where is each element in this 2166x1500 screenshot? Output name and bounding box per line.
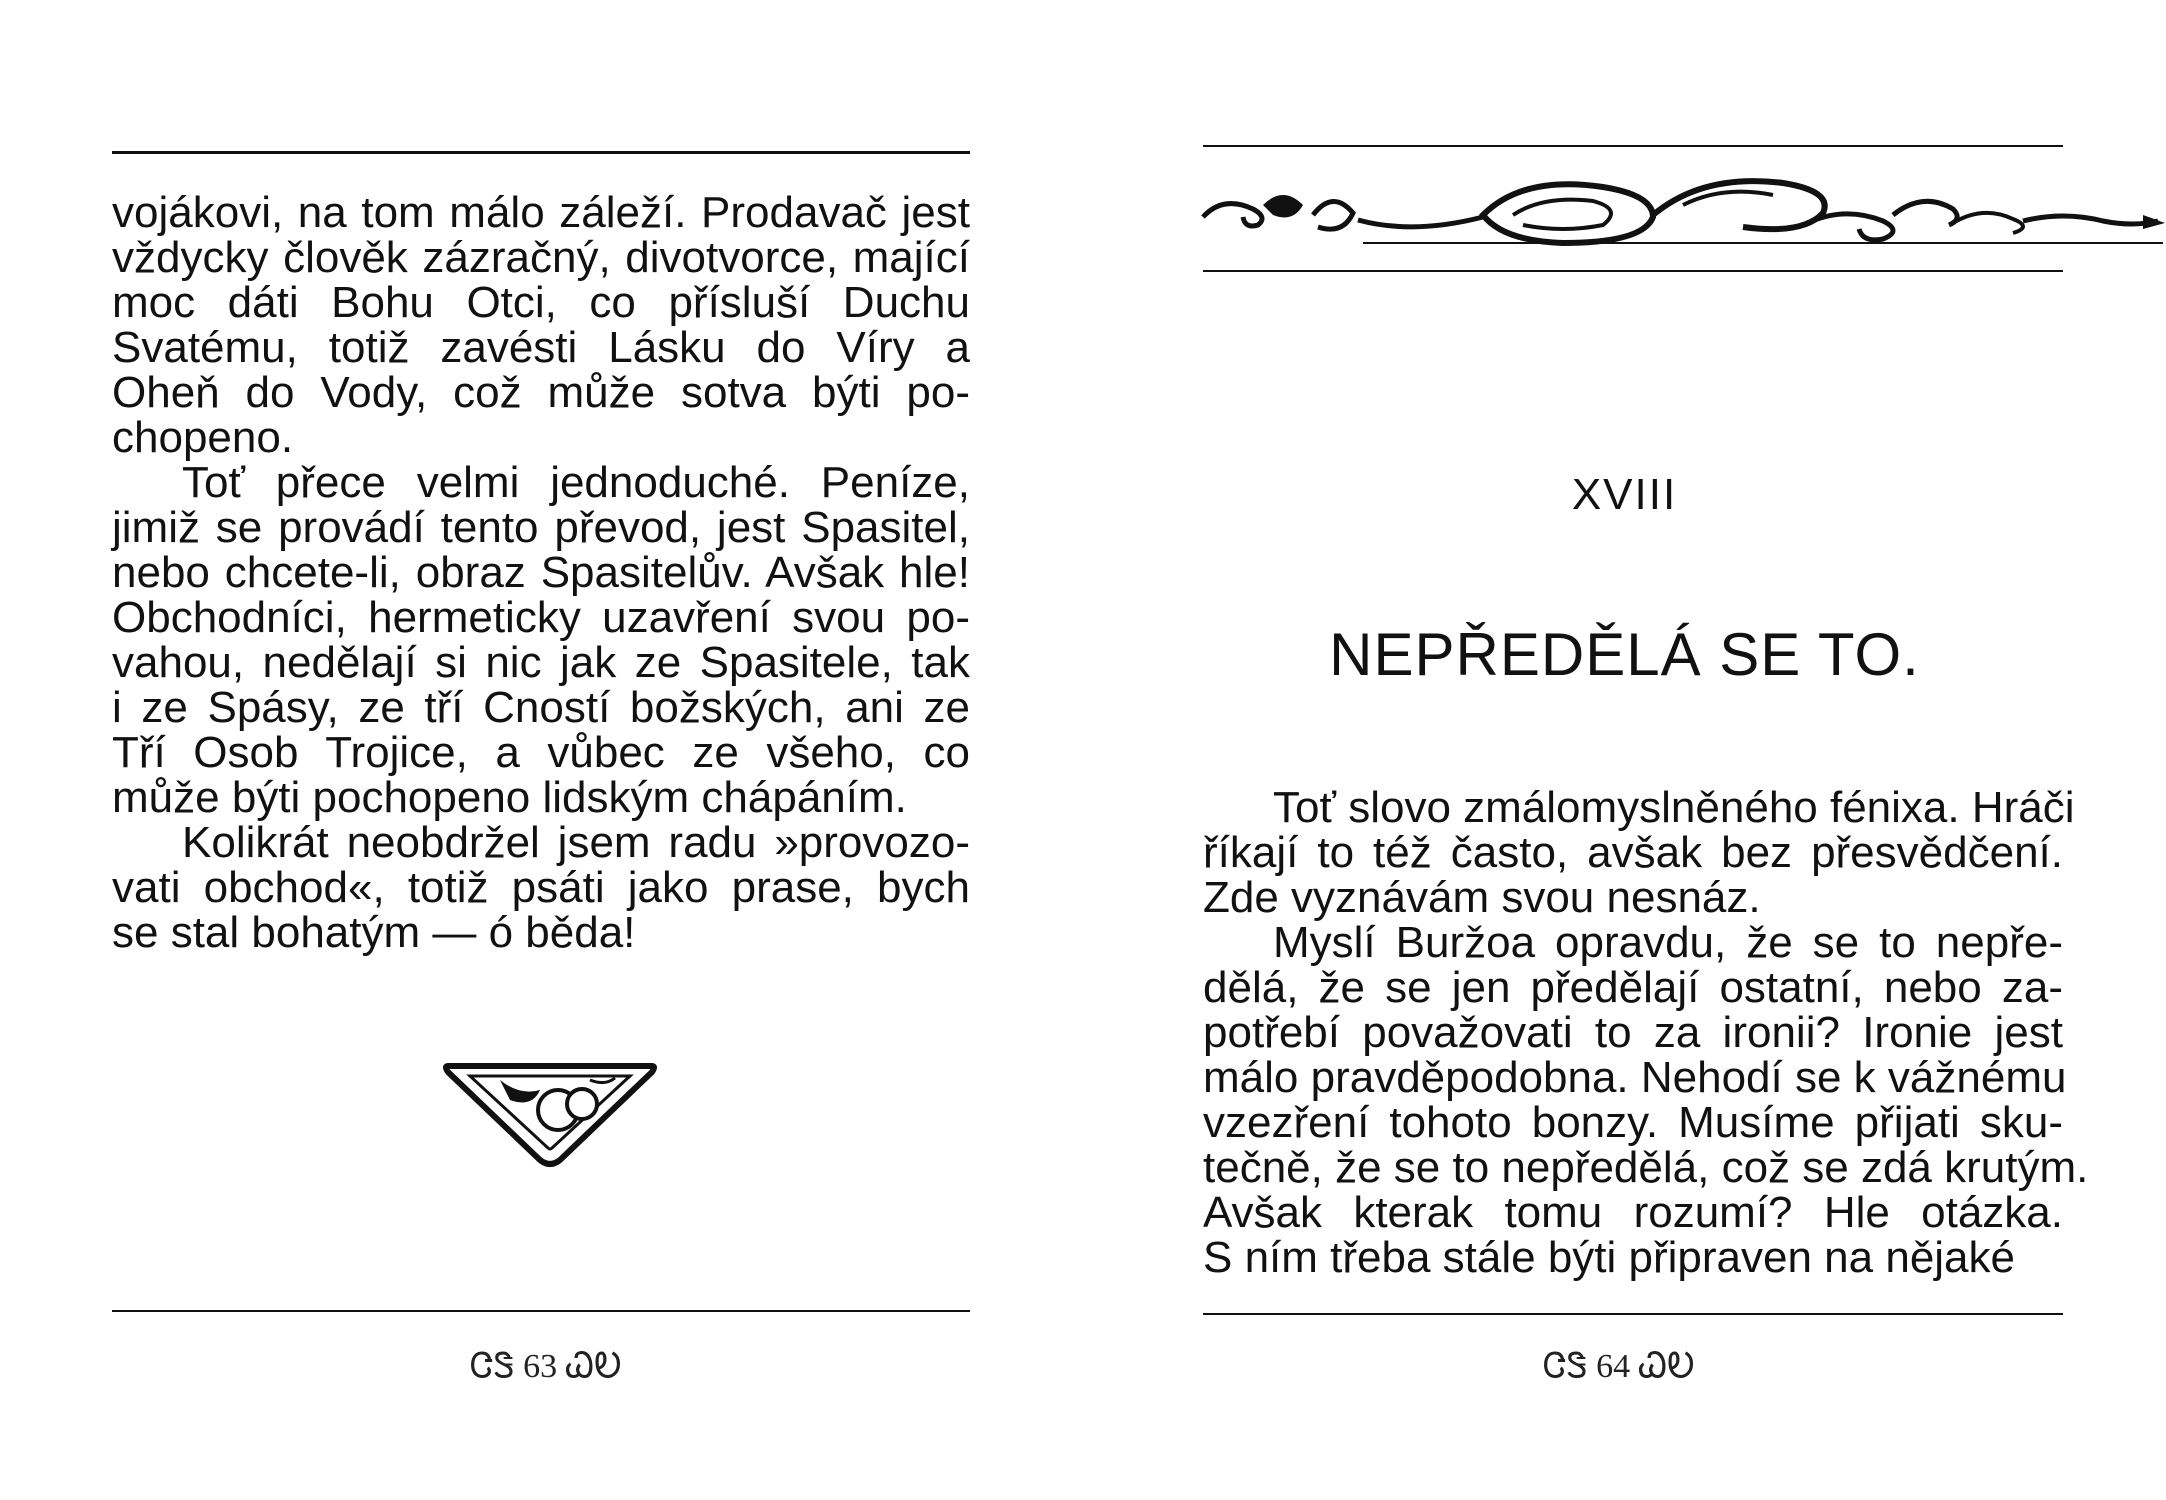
text-line: říkají to též často, avšak bez přesvědčení. xyxy=(1203,828,2063,877)
bottom-rule xyxy=(1203,1313,2063,1315)
text-line: potřebí považovati to za ironii? Ironie jest xyxy=(1203,1008,2063,1057)
chapter-title: NEPŘEDĚLÁ SE TO. xyxy=(1329,621,1920,688)
paragraph xyxy=(1203,783,2075,922)
text-line: vahou, nedělají si nic jak ze Spasitele, tak xyxy=(112,638,970,687)
page-number-left-flourish-icon: ᏣᏕ xyxy=(1543,1348,1588,1385)
text-line: i ze Spásy, ze tří Cností božských, ani ze xyxy=(112,683,970,732)
text-line: dělá, že se jen předělají ostatní, nebo za- xyxy=(1203,963,2063,1012)
page-number: ᏣᏕ 63 ᏇᎧ xyxy=(470,1348,622,1385)
page-number: ᏣᏕ 64 ᏇᎧ xyxy=(1543,1348,1695,1385)
paragraph xyxy=(112,820,970,955)
text-line: vati obchod«, totiž psáti jako prase, bych xyxy=(112,863,970,912)
page-number-right-flourish-icon: ᏇᎧ xyxy=(1638,1348,1695,1385)
right-page xyxy=(1083,0,2166,1500)
paragraph xyxy=(112,190,970,460)
text-line: se stal bohatým — ó běda! xyxy=(112,908,636,957)
text-line: Zde vyznávám svou nesnáz. xyxy=(1203,873,1761,922)
text-line: jimiž se provádí tento převod, jest Spasitel, xyxy=(112,503,970,552)
text-line: Svatému, totiž zavésti Lásku do Víry a xyxy=(112,323,970,372)
text-line: Oheň do Vody, což může sotva býti po- xyxy=(112,368,970,417)
left-body-text xyxy=(112,190,970,955)
triangle-ornament-icon xyxy=(440,1060,660,1170)
chapter-number: XVIII xyxy=(1571,470,1678,519)
page-number-left-flourish-icon: ᏣᏕ xyxy=(470,1348,515,1385)
text-line: vždycky člověk zázračný, divotvorce, mající xyxy=(112,233,970,282)
text-line: Obchodníci, hermeticky uzavření svou po- xyxy=(112,593,970,642)
text-line: málo pravděpodobna. Nehodí se k vážnému xyxy=(1203,1053,2067,1102)
bottom-rule xyxy=(112,1310,970,1312)
text-line: nebo chcete-li, obraz Spasitelův. Avšak hle! xyxy=(112,548,970,597)
floral-header-ornament-icon xyxy=(1183,165,2166,260)
text-line: Avšak kterak tomu rozumí? Hle otázka. xyxy=(1203,1188,2063,1237)
paragraph xyxy=(112,460,970,820)
text-line: Toť slovo zmálomyslněného fénixa. Hráči xyxy=(1273,783,2075,832)
text-line: tečně, že se to nepředělá, což se zdá krutým. xyxy=(1203,1143,2089,1192)
text-line: vojákovi, na tom málo záleží. Prodavač jest xyxy=(112,188,970,237)
top-rule xyxy=(1203,145,2063,147)
text-line: S ním třeba stále býti připraven na nějaké xyxy=(1203,1233,2016,1282)
top-rule xyxy=(112,151,970,154)
paragraph xyxy=(1203,918,2089,1282)
text-line: Kolikrát neobdržel jsem radu »provozo- xyxy=(182,818,970,867)
text-line: chopeno. xyxy=(112,413,294,462)
text-line: moc dáti Bohu Otci, co přísluší Duchu xyxy=(112,278,970,327)
text-line: může býti pochopeno lidským chápáním. xyxy=(112,773,907,822)
ornament-under-rule xyxy=(1203,270,2063,272)
text-line: Tří Osob Trojice, a vůbec ze všeho, co xyxy=(112,728,970,777)
text-line: Myslí Buržoa opravdu, že se to nepře- xyxy=(1273,918,2063,967)
page-number-right-flourish-icon: ᏇᎧ xyxy=(565,1348,622,1385)
right-body-text xyxy=(1203,783,2089,1282)
text-line: vzezření tohoto bonzy. Musíme přijati sku- xyxy=(1203,1098,2063,1147)
text-line: Toť přece velmi jednoduché. Peníze, xyxy=(182,458,970,507)
